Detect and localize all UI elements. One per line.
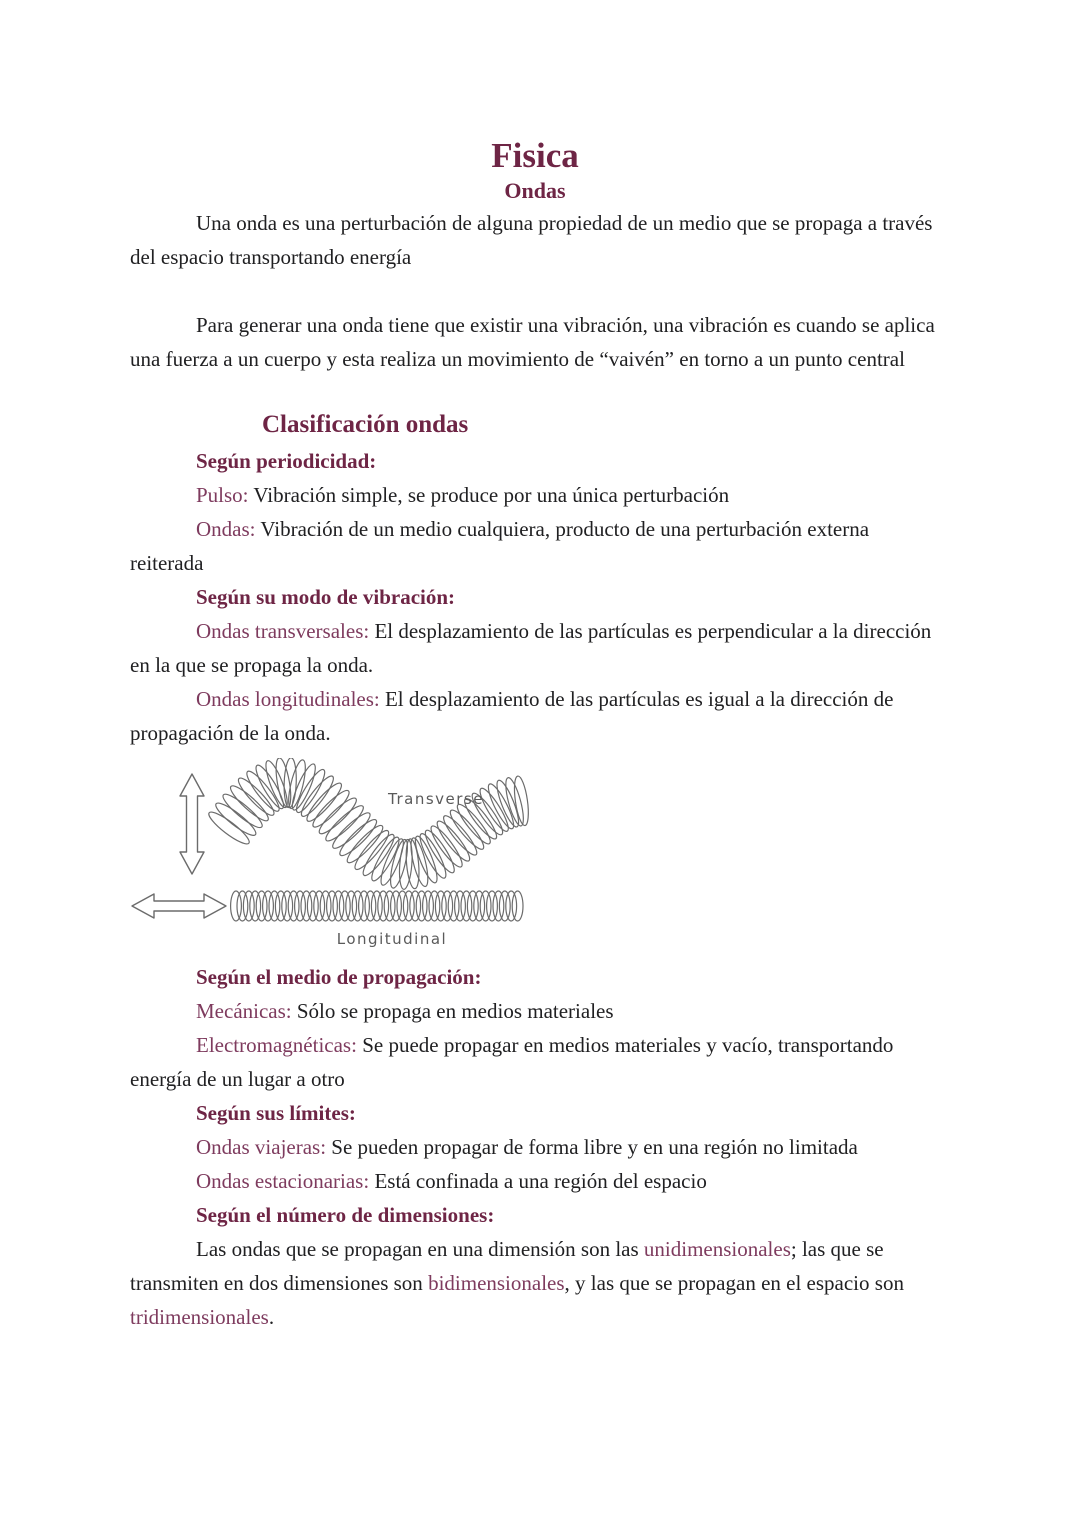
definition-mecanicas [130, 994, 940, 1028]
transverse-label: Transverse [388, 790, 484, 808]
definition-pulso [130, 478, 940, 512]
longitudinal-label: Longitudinal [336, 930, 448, 948]
term-bidimensionales: bidimensionales [428, 1271, 565, 1295]
subhead-limites [130, 1096, 940, 1130]
page-title: Fisica [491, 136, 579, 175]
subhead-text: Según sus límites: [196, 1101, 356, 1125]
wave-diagram-svg [124, 758, 554, 960]
term-unidimensionales: unidimensionales [643, 1237, 791, 1261]
definition-longitudinales [130, 682, 940, 750]
definition-text: Está confinada a una región del espacio [369, 1169, 707, 1193]
intro-paragraph-2: Para generar una onda tiene que existir una vibración, una vibración es cuando se aplica una fuerza a un cuerpo y esta realiza un movimiento de “vaivén” en torno a un punto central [130, 313, 935, 371]
subhead-medio-propagacion [130, 960, 940, 994]
term-label: Ondas estacionarias: [196, 1169, 370, 1193]
section-heading-clasificacion: Clasificación ondas [262, 411, 469, 438]
subhead-periodicidad [130, 444, 940, 478]
subhead-numero-dimensiones [130, 1198, 940, 1232]
definition-text: El desplazamiento de las partículas es igual a la dirección de propagación de la onda. [130, 687, 894, 745]
definition-ondas [130, 512, 940, 580]
horizontal-double-arrow-icon [132, 894, 226, 918]
definition-text: Sólo se propaga en medios materiales [291, 999, 614, 1023]
subhead-text: Según periodicidad: [196, 449, 377, 473]
definition-text: Se pueden propagar de forma libre y en una región no limitada [326, 1135, 858, 1159]
dimensions-text: ; las que se transmiten en dos dimensiones son [130, 1237, 884, 1295]
term-label: Mecánicas: [196, 999, 292, 1023]
definition-transversales [130, 614, 940, 682]
definition-text: Se puede propagar en medios materiales y vacío, transportando energía de un lugar a otro [130, 1033, 894, 1091]
definition-estacionarias [130, 1164, 940, 1198]
subhead-text: Según su modo de vibración: [196, 585, 456, 609]
definition-text: El desplazamiento de las partículas es perpendicular a la dirección en la que se propaga la onda. [130, 619, 932, 677]
term-label: Ondas longitudinales: [196, 687, 380, 711]
definition-viajeras [130, 1130, 940, 1164]
definition-text: Vibración de un medio cualquiera, producto de una perturbación externa reiterada [130, 517, 870, 575]
term-label: Pulso: [196, 483, 249, 507]
dimensions-text: , y las que se propagan en el espacio son [564, 1271, 904, 1295]
transverse-spring-coil [205, 758, 530, 890]
subhead-text: Según el medio de propagación: [196, 965, 482, 989]
dimensions-paragraph [130, 1232, 940, 1334]
definition-text: Vibración simple, se produce por una única perturbación [248, 483, 730, 507]
wave-diagram [124, 758, 940, 960]
subhead-text: Según el número de dimensiones: [196, 1203, 495, 1227]
term-label: Ondas viajeras: [196, 1135, 327, 1159]
term-tridimensionales: tridimensionales [130, 1305, 269, 1329]
dimensions-text: Las ondas que se propagan en una dimensión son las [196, 1237, 644, 1261]
subhead-modo-vibracion [130, 580, 940, 614]
dimensions-text: . [268, 1305, 275, 1329]
term-label: Ondas transversales: [196, 619, 370, 643]
definition-electromagneticas [130, 1028, 940, 1096]
vertical-double-arrow-icon [180, 774, 204, 874]
term-label: Ondas: [196, 517, 256, 541]
page-subtitle: Ondas [504, 178, 566, 203]
longitudinal-spring-coil [231, 891, 523, 921]
intro-paragraph-1: Una onda es una perturbación de alguna propiedad de un medio que se propaga a través del espacio transportando energía [130, 211, 933, 269]
term-label: Electromagnéticas: [196, 1033, 357, 1057]
